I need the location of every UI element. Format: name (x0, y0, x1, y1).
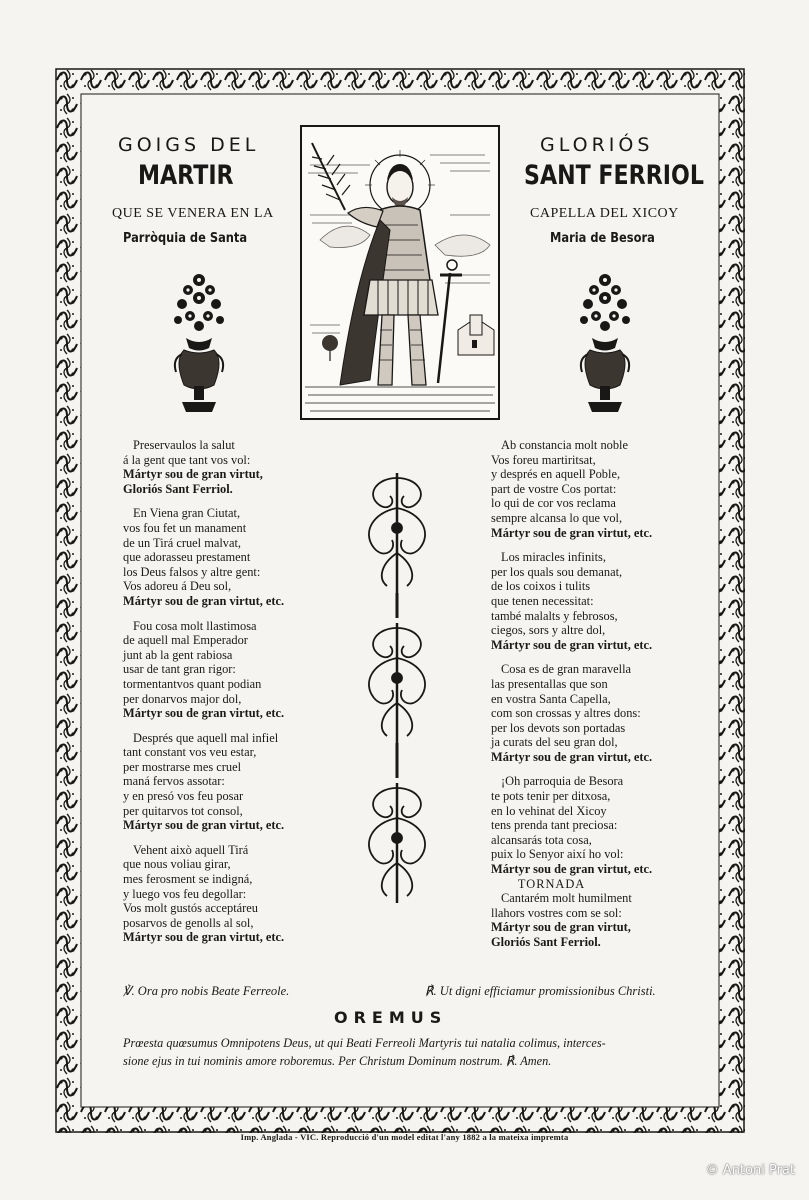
verse-line: de los coixos i tulits (491, 579, 591, 594)
verse-line: Fou cosa molt llastimosa (133, 618, 257, 633)
verse-line: Cantarém molt humilment (501, 891, 632, 906)
verse-line: Ab constancia molt noble (501, 438, 628, 452)
refrain-line: Mártyr sou de gran virtut, etc. (123, 818, 285, 833)
refrain-line: Mártyr sou de gran virtut, etc. (123, 593, 285, 608)
verse-line: usar de tant gran rigor: (123, 662, 236, 677)
printer-footer: Imp. Anglada - VIC. Reproducció d'un model editat l'any 1882 a la mateixa impremta (240, 1132, 569, 1142)
verse-line: per los quals sou demanat, (491, 564, 623, 579)
oremus-title: OREMUS (334, 1008, 448, 1027)
verse-line: vos fou fet un manament (123, 520, 247, 535)
verse-line: tens prenda tant preciosa: (491, 818, 618, 833)
verse-line: y després en aquell Poble, (491, 467, 621, 482)
verse-line: te pots tenir per ditxosa, (491, 789, 611, 804)
refrain-line: Gloriós Sant Ferriol. (491, 935, 601, 949)
refrain-line: Mártyr sou de gran virtut, etc. (491, 862, 653, 877)
stanza-gap (123, 721, 284, 731)
verse-line: Vos molt gustós acceptáreu (123, 901, 259, 916)
refrain-line: Mártyr sou de gran virtut, (491, 920, 631, 935)
verse-line: per mostrarse mes cruel (123, 759, 242, 774)
refrain-line: Mártyr sou de gran virtut, etc. (123, 930, 285, 945)
verse-line: lo qui de cor vos reclama (491, 496, 616, 511)
refrain-line: Mártyr sou de gran virtut, etc. (491, 749, 653, 764)
header-right-big: SANT FERRIOL (524, 160, 704, 191)
verse-line: per los devots son portadas (491, 720, 626, 735)
verse-line: Preservaulos la salut (133, 438, 235, 452)
verse-line: també malalts y febrosos, (491, 608, 618, 623)
right-flower-vase-image (574, 268, 636, 418)
verse-line: que tenen necessitat: (491, 593, 594, 608)
stanza-gap (123, 609, 284, 619)
verse-line: Los miracles infinits, (501, 550, 606, 565)
verse-line: y luego vos feu degollar: (123, 886, 247, 901)
header-left-top: GOIGS DEL (118, 134, 260, 156)
verse-line: de aquell mal Emperador (123, 633, 248, 648)
oremus-prayer (123, 1034, 683, 1070)
verse-line: tormentantvos quant podian (123, 676, 262, 691)
stanza-gap (123, 833, 284, 843)
stanza-gap (491, 540, 652, 550)
center-scroll-ornament (352, 468, 442, 938)
stanza-gap (491, 764, 652, 774)
verse-line: per quitarvos tot consol, (123, 803, 243, 818)
verse-line: puix lo Senyor així ho vol: (491, 847, 624, 862)
verse-line: posarvos de genolls al sol, (123, 915, 254, 930)
verse-line: Vos foreu martiritsat, (491, 452, 596, 467)
verse-line: los Deus falsos y altre gent: (123, 564, 261, 579)
header-left-big: MARTIR (138, 160, 234, 191)
stanza-gap (491, 652, 652, 662)
verse-line: part de vostre Cos portat: (491, 481, 617, 496)
refrain-line: Mártyr sou de gran virtut, etc. (491, 525, 653, 540)
verse-line: llahors vostres com se sol: (491, 905, 622, 920)
verse-line: sempre alcansa lo que vol, (491, 510, 623, 525)
verse-line: com son crossas y altres dons: (491, 706, 641, 721)
verse-line: tant constant vos veu estar, (123, 745, 257, 760)
verse-line: que adorasseu prestament (123, 550, 251, 565)
verse-line: Vehent això aquell Tirá (133, 842, 249, 857)
header-right-parish: Maria de Besora (550, 231, 655, 246)
refrain-line: Mártyr sou de gran virtut, etc. (123, 706, 285, 721)
refrain-line: Mártyr sou de gran virtut, etc. (491, 637, 653, 652)
left-flower-vase-image (168, 268, 230, 418)
verse-line: mes ferosment se indigná, (123, 872, 253, 887)
verse-line: las presentallas que son (491, 676, 608, 691)
refrain-line: Mártyr sou de gran virtut, (123, 467, 263, 482)
saint-woodcut-image (300, 125, 500, 420)
header-left-sub: QUE SE VENERA EN LA (112, 206, 274, 221)
header-right-top: GLORIÓS (540, 134, 654, 156)
verse-line: maná fervos assotar: (123, 774, 225, 789)
verse-line: ciegos, sors y altre dol, (491, 623, 606, 638)
header-left-parish: Parròquia de Santa (123, 231, 248, 246)
verse-line: junt ab la gent rabiosa (123, 647, 233, 662)
prayer-line-1: Prœesta quœsumus Omnipotens Deus, ut qui Beati Ferreoli Martyris tui natalia colimus, interces- (123, 1036, 606, 1050)
verse-line: y en presó vos feu posar (123, 789, 244, 804)
verse-line: que nous voliau girar, (123, 857, 231, 872)
verse-line: Vos adoreu á Deu sol, (123, 579, 232, 594)
header-right-sub: CAPELLA DEL XICOY (530, 206, 679, 221)
photo-credit: © Antoni Prat (705, 1163, 795, 1178)
verse-line: en lo vehinat del Xicoy (491, 803, 607, 818)
left-verse-column (123, 438, 284, 945)
verse-line: á la gent que tant vos vol: (123, 452, 251, 467)
verse-line: ja curats del seu gran dol, (491, 735, 618, 750)
verse-line: de un Tirá cruel malvat, (123, 535, 242, 550)
verse-line: alcansarás tota cosa, (491, 832, 592, 847)
verse-line: per donarvos major dol, (123, 691, 242, 706)
versicle-line: ℣. Ora pro nobis Beate Ferreole. (123, 984, 290, 998)
verse-line: Cosa es de gran maravella (501, 662, 632, 677)
verse-line: En Viena gran Ciutat, (133, 506, 241, 521)
verse-line: en vostra Santa Capella, (491, 691, 611, 706)
response-line: ℟. Ut digni efficiamur promissionibus Christi. (425, 984, 656, 998)
tornada-heading: TORNADA (517, 876, 586, 891)
prayer-line-2: sione ejus in tui nominis amore roboremus. Per Christum Dominum nostrum. ℟. Amen. (123, 1054, 552, 1068)
verse-line: ¡Oh parroquia de Besora (501, 774, 624, 789)
verse-line: Després que aquell mal infiel (133, 730, 279, 745)
refrain-line: Gloriós Sant Ferriol. (123, 481, 233, 496)
stanza-gap (123, 496, 284, 506)
right-verse-column (491, 438, 652, 950)
